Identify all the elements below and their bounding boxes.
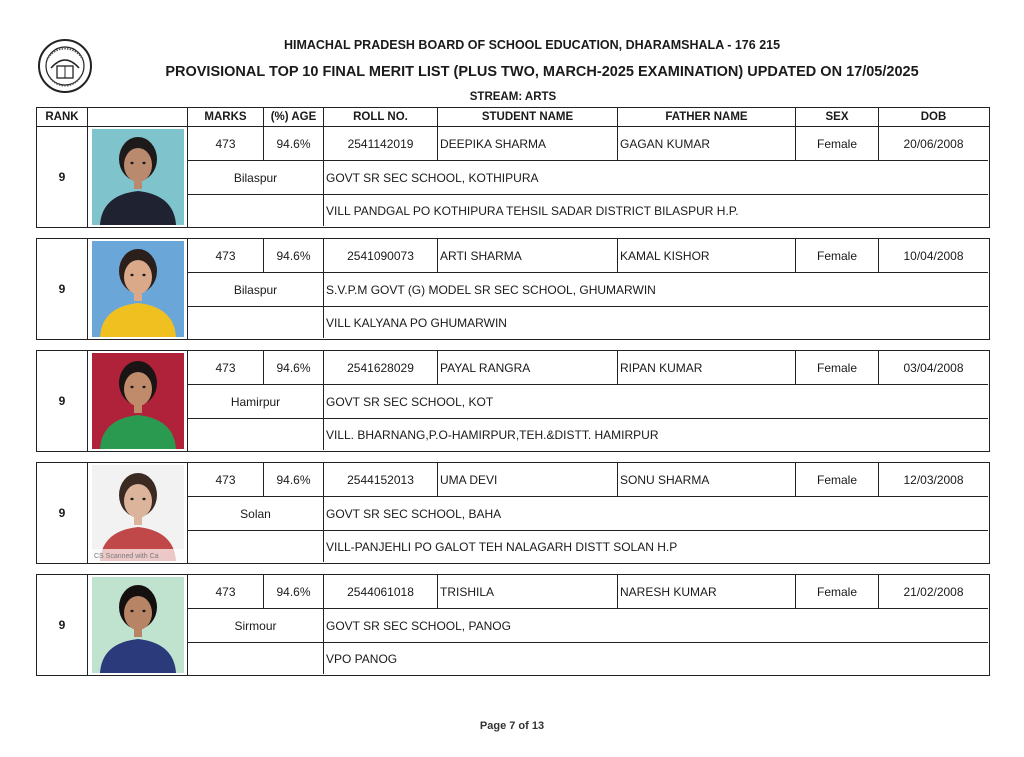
photo-eye	[142, 498, 145, 500]
rank-cell: 9	[37, 575, 88, 675]
photo-eye	[142, 162, 145, 164]
father-name-cell: GAGAN KUMAR	[618, 127, 796, 160]
sex-cell: Female	[796, 575, 879, 608]
student-name-cell: DEEPIKA SHARMA	[438, 127, 618, 160]
student-photo	[92, 129, 184, 225]
col-marks: MARKS	[188, 108, 264, 126]
photo-eye	[130, 498, 133, 500]
photo-face	[124, 372, 152, 406]
marks-cell: 473	[188, 239, 264, 272]
photo-face	[124, 260, 152, 294]
photo-cell	[88, 463, 188, 563]
dob-cell: 10/04/2008	[903, 248, 964, 263]
district-cell: Bilaspur	[188, 272, 324, 306]
student-record	[36, 126, 990, 228]
col-percentage: (%) AGE	[264, 108, 324, 126]
marks-cell: 473	[188, 575, 264, 608]
school-cell: GOVT SR SEC SCHOOL, BAHA	[324, 496, 988, 530]
student-record	[36, 238, 990, 340]
sex-cell: Female	[796, 239, 879, 272]
empty-cell	[188, 530, 324, 562]
photo-cell	[88, 575, 188, 675]
student-record	[36, 574, 990, 676]
address-cell: VILL. BHARNANG,P.O-HAMIRPUR,TEH.&DISTT. HAMIRPUR	[324, 418, 988, 450]
student-record	[36, 350, 990, 452]
photo-eye	[142, 610, 145, 612]
photo-eye	[130, 610, 133, 612]
sex-cell: Female	[796, 351, 879, 384]
address-cell: VPO PANOG	[324, 642, 988, 674]
roll-no-cell: 2544152013	[324, 463, 438, 496]
col-rank: RANK	[37, 108, 88, 126]
marks-cell: 473	[188, 127, 264, 160]
district-cell: Hamirpur	[188, 384, 324, 418]
empty-cell	[188, 306, 324, 338]
student-photo	[92, 353, 184, 449]
rank-cell: 9	[37, 239, 88, 339]
photo-caption: CS Scanned with Ca	[94, 553, 159, 560]
dob-cell: 12/03/2008	[903, 472, 964, 487]
col-photo	[88, 108, 188, 126]
student-name-cell: TRISHILA	[438, 575, 618, 608]
photo-eye	[142, 274, 145, 276]
roll-no-cell: 2541142019	[324, 127, 438, 160]
student-record	[36, 462, 990, 564]
roll-no-cell: 2541090073	[324, 239, 438, 272]
father-name-cell: RIPAN KUMAR	[618, 351, 796, 384]
marks-cell: 473	[188, 351, 264, 384]
school-cell: GOVT SR SEC SCHOOL, PANOG	[324, 608, 988, 642]
rank-cell: 9	[37, 463, 88, 563]
col-dob: DOB	[920, 111, 947, 123]
photo-eye	[130, 162, 133, 164]
father-name-cell: SONU SHARMA	[618, 463, 796, 496]
rank-cell: 9	[37, 127, 88, 227]
percentage-cell: 94.6%	[264, 127, 324, 160]
percentage-cell: 94.6%	[264, 575, 324, 608]
col-sex: SEX	[796, 108, 879, 126]
photo-eye	[130, 386, 133, 388]
sex-cell: Female	[796, 463, 879, 496]
col-roll-no: ROLL NO.	[324, 108, 438, 126]
photo-eye	[142, 386, 145, 388]
photo-cell	[88, 127, 188, 227]
address-cell: VILL-PANJEHLI PO GALOT TEH NALAGARH DISTT SOLAN H.P	[324, 530, 988, 562]
table-header	[36, 107, 990, 127]
dob-cell: 21/02/2008	[903, 584, 964, 599]
photo-face	[124, 596, 152, 630]
student-name-cell: UMA DEVI	[438, 463, 618, 496]
empty-cell	[188, 642, 324, 674]
percentage-cell: 94.6%	[264, 351, 324, 384]
marks-cell: 473	[188, 463, 264, 496]
student-name-cell: PAYAL RANGRA	[438, 351, 618, 384]
student-photo	[92, 465, 184, 561]
empty-cell	[188, 418, 324, 450]
roll-no-cell: 2541628029	[324, 351, 438, 384]
percentage-cell: 94.6%	[264, 239, 324, 272]
father-name-cell: KAMAL KISHOR	[618, 239, 796, 272]
col-father-name: FATHER NAME	[618, 108, 796, 126]
empty-cell	[188, 194, 324, 226]
address-cell: VILL PANDGAL PO KOTHIPURA TEHSIL SADAR DISTRICT BILASPUR H.P.	[324, 194, 988, 226]
photo-face	[124, 148, 152, 182]
school-cell: GOVT SR SEC SCHOOL, KOT	[324, 384, 988, 418]
student-photo	[92, 577, 184, 673]
photo-eye	[130, 274, 133, 276]
district-cell: Bilaspur	[188, 160, 324, 194]
rank-cell: 9	[37, 351, 88, 451]
sex-cell: Female	[796, 127, 879, 160]
merit-list-title: PROVISIONAL TOP 10 FINAL MERIT LIST (PLUS TWO, MARCH-2025 EXAMINATION) UPDATED ON 17/05/2025	[165, 64, 919, 80]
district-cell: Solan	[188, 496, 324, 530]
dob-cell: 20/06/2008	[903, 136, 964, 151]
address-cell: VILL KALYANA PO GHUMARWIN	[324, 306, 988, 338]
district-cell: Sirmour	[188, 608, 324, 642]
father-name-cell: NARESH KUMAR	[618, 575, 796, 608]
school-cell: S.V.P.M GOVT (G) MODEL SR SEC SCHOOL, GHUMARWIN	[324, 272, 988, 306]
board-name: HIMACHAL PRADESH BOARD OF SCHOOL EDUCATION, DHARAMSHALA - 176 215	[283, 38, 781, 52]
col-student-name: STUDENT NAME	[438, 108, 618, 126]
school-cell: GOVT SR SEC SCHOOL, KOTHIPURA	[324, 160, 988, 194]
page-number: Page 7 of 13	[479, 720, 545, 732]
student-photo	[92, 241, 184, 337]
roll-no-cell: 2544061018	[324, 575, 438, 608]
photo-cell	[88, 239, 188, 339]
percentage-cell: 94.6%	[264, 463, 324, 496]
stream-label: STREAM: ARTS	[469, 91, 557, 103]
student-name-cell: ARTI SHARMA	[438, 239, 618, 272]
photo-cell	[88, 351, 188, 451]
dob-cell: 03/04/2008	[903, 360, 964, 375]
photo-face	[124, 484, 152, 518]
